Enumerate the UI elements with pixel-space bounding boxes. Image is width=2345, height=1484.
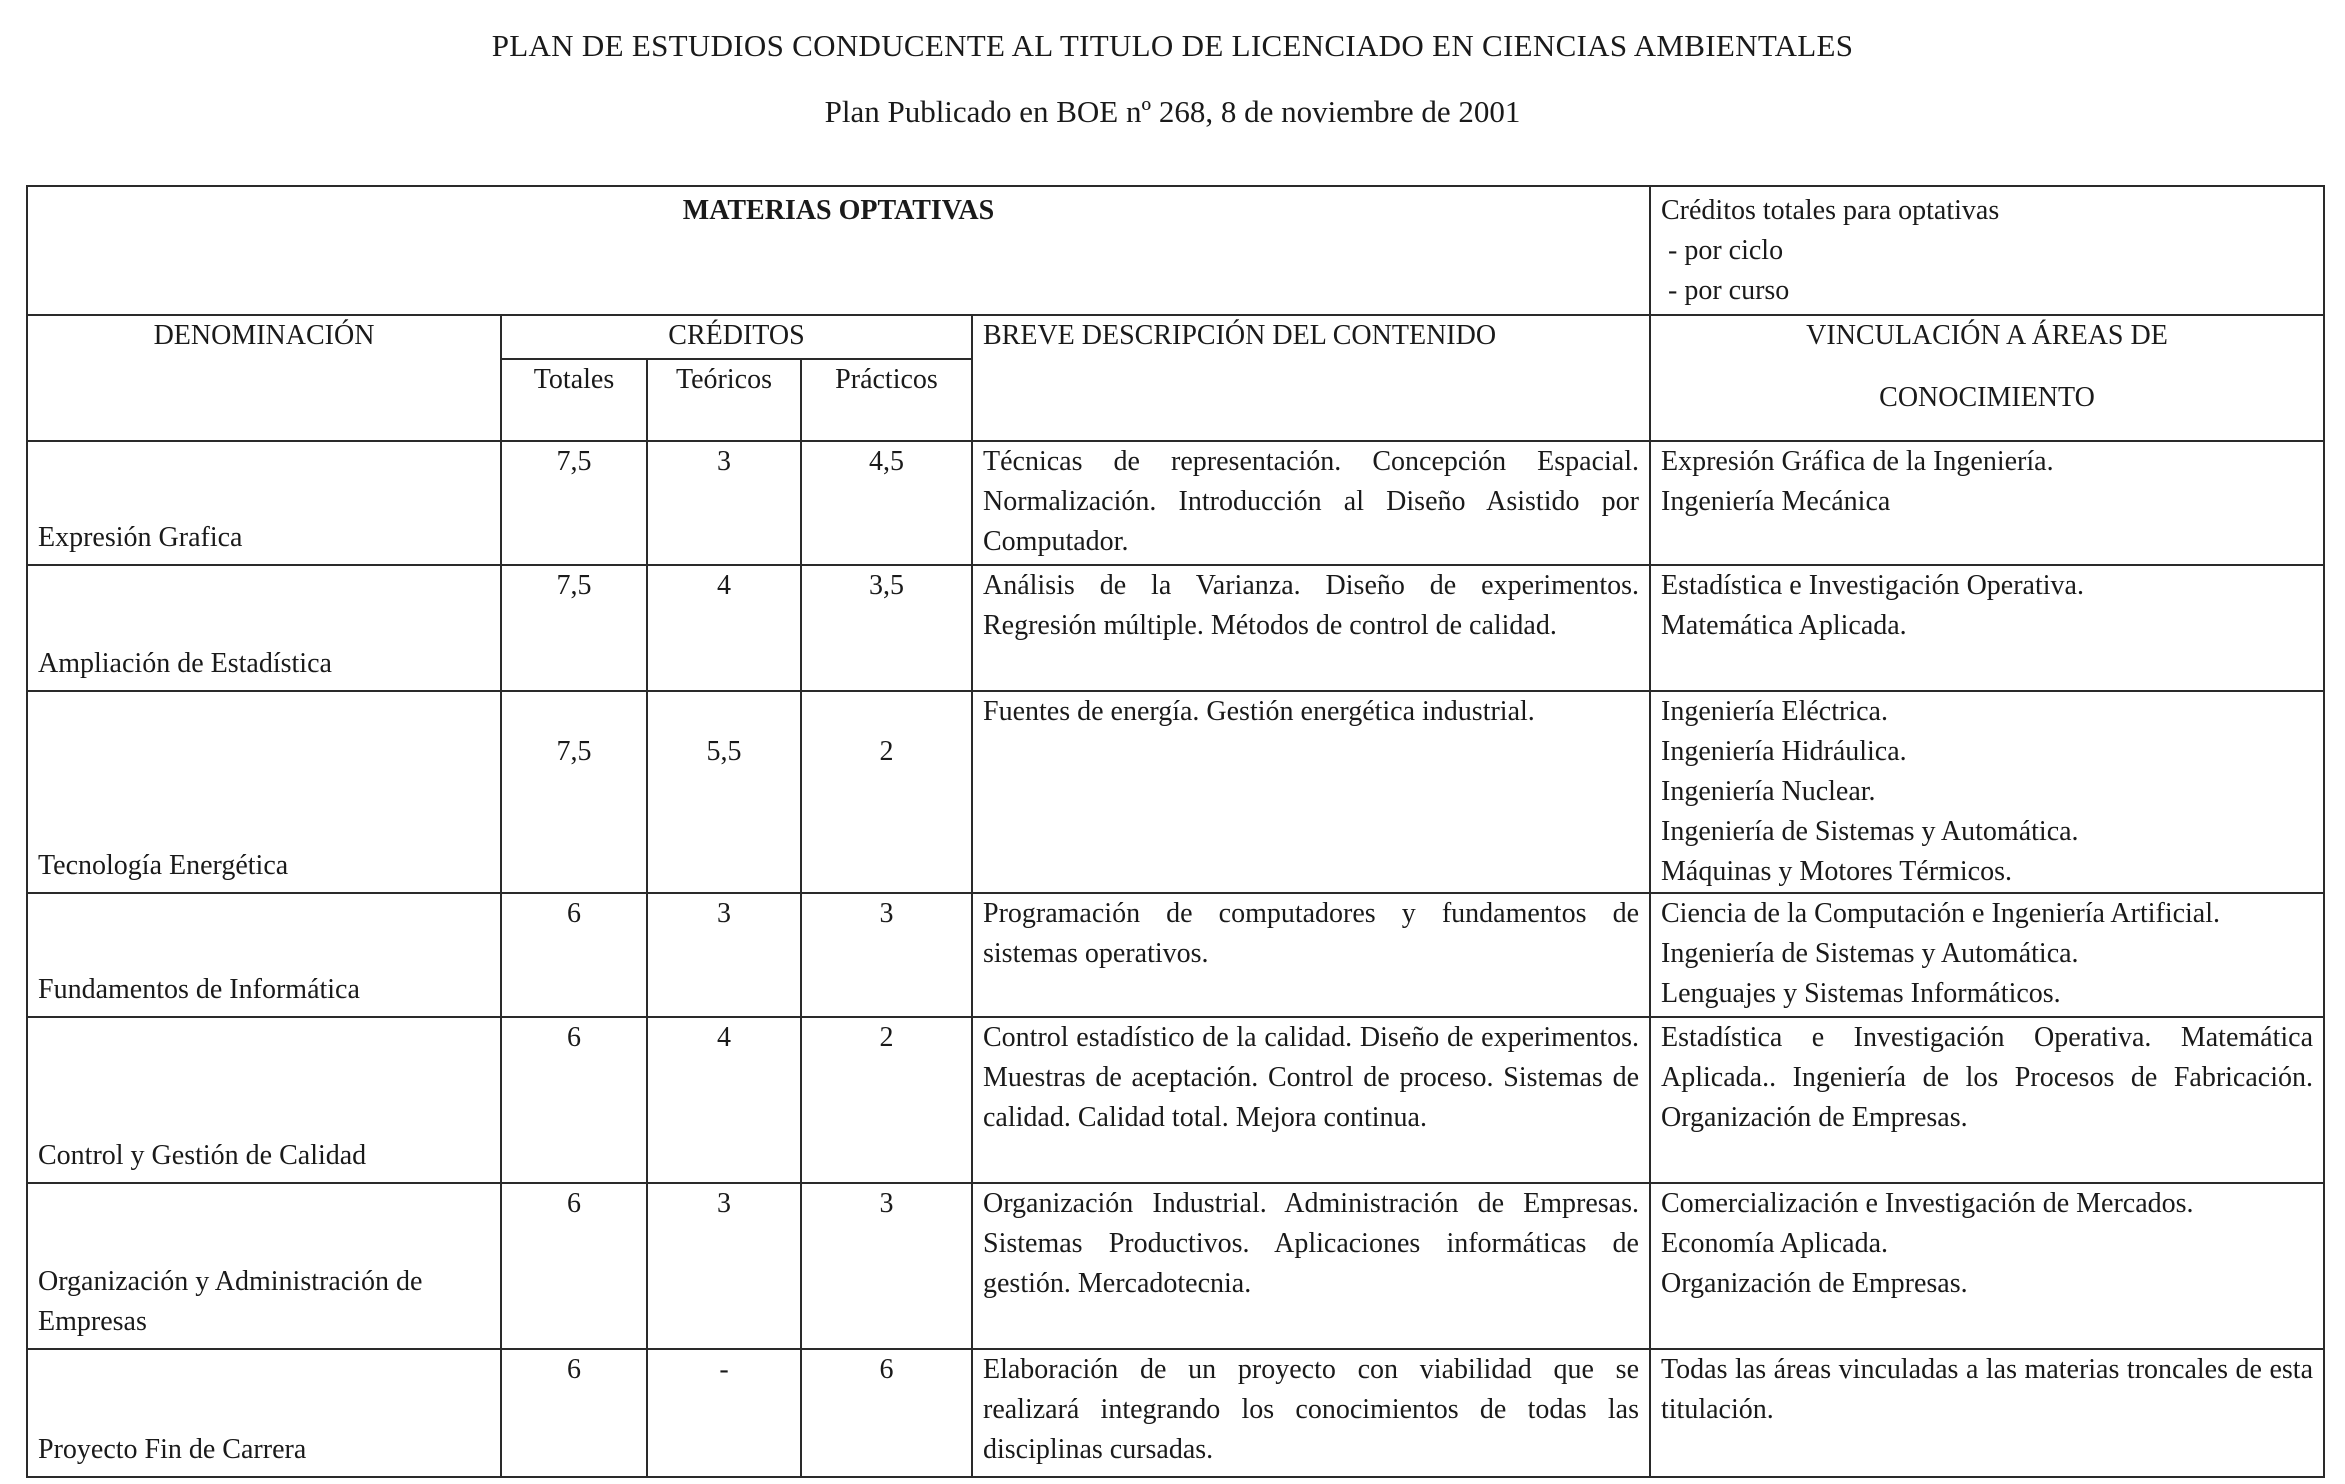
- subject-name: Proyecto Fin de Carrera: [27, 1349, 501, 1477]
- column-header-row: [27, 315, 2324, 359]
- content-description: Organización Industrial. Administración de Empresas. Sistemas Productivos. Aplicaciones informáticas de gestión. Mercadotecnia.: [972, 1183, 1650, 1349]
- knowledge-areas: [1650, 565, 2324, 691]
- knowledge-areas: [1650, 1349, 2324, 1477]
- knowledge-area: Ingeniería de Sistemas y Automática.: [1661, 816, 2079, 847]
- credits-totales: 6: [501, 893, 647, 1017]
- credits-summary-line: Créditos totales para optativas: [1661, 195, 2000, 226]
- table-row: [27, 691, 2324, 893]
- section-header-row: [27, 186, 2324, 315]
- header-vinculacion-line2: CONOCIMIENTO: [1879, 382, 2095, 413]
- credits-practicos: 3: [801, 893, 972, 1017]
- credits-practicos: 2: [801, 1017, 972, 1183]
- credits-teoricos: 4: [647, 1017, 801, 1183]
- header-descripcion: BREVE DESCRIPCIÓN DEL CONTENIDO: [972, 315, 1650, 441]
- knowledge-area: Todas las áreas vinculadas a las materias troncales de esta titulación.: [1661, 1354, 2313, 1425]
- knowledge-area: Ingeniería Nuclear.: [1661, 776, 1876, 807]
- knowledge-areas: [1650, 1017, 2324, 1183]
- knowledge-area: Ingeniería Eléctrica.: [1661, 696, 1888, 727]
- table-row: [27, 1017, 2324, 1183]
- content-description: Técnicas de representación. Concepción Espacial. Normalización. Introducción al Diseño Asistido por Computador.: [972, 441, 1650, 565]
- credits-practicos: 3,5: [801, 565, 972, 691]
- header-denominacion: DENOMINACIÓN: [27, 315, 501, 441]
- table-row: [27, 893, 2324, 1017]
- credits-summary-course: - por curso: [1661, 275, 1790, 306]
- credits-teoricos: 5,5: [647, 691, 801, 893]
- knowledge-area: Estadística e Investigación Operativa.: [1661, 570, 2084, 601]
- knowledge-area: Estadística e Investigación Operativa. Matemática Aplicada.. Ingeniería de los Procesos de Fabricación. Organización de Empresas.: [1661, 1022, 2313, 1133]
- knowledge-areas: [1650, 441, 2324, 565]
- knowledge-areas: [1650, 893, 2324, 1017]
- knowledge-area: Economía Aplicada.: [1661, 1228, 1889, 1259]
- credits-teoricos: 3: [647, 893, 801, 1017]
- knowledge-area: Ingeniería Mecánica: [1661, 486, 1891, 517]
- knowledge-area: Lenguajes y Sistemas Informáticos.: [1661, 978, 2061, 1009]
- credits-totales: 7,5: [501, 565, 647, 691]
- subject-name: Expresión Grafica: [27, 441, 501, 565]
- content-description: Control estadístico de la calidad. Diseño de experimentos. Muestras de aceptación. Control de proceso. Sistemas de calidad. Calidad total. Mejora continua.: [972, 1017, 1650, 1183]
- credits-totales: 7,5: [501, 691, 647, 893]
- knowledge-area: Comercialización e Investigación de Mercados.: [1661, 1188, 2194, 1219]
- credits-practicos: 3: [801, 1183, 972, 1349]
- knowledge-area: Expresión Gráfica de la Ingeniería.: [1661, 446, 2054, 477]
- optional-subjects-table: [26, 185, 2325, 1478]
- credits-summary-cycle: - por ciclo: [1661, 235, 1784, 266]
- content-description: Análisis de la Varianza. Diseño de experimentos. Regresión múltiple. Métodos de control de calidad.: [972, 565, 1650, 691]
- credits-totales: 6: [501, 1017, 647, 1183]
- table-row: [27, 1183, 2324, 1349]
- header-totales: Totales: [501, 359, 647, 441]
- header-vinculacion-line1: VINCULACIÓN A ÁREAS DE: [1806, 320, 2168, 351]
- table-row: [27, 565, 2324, 691]
- credits-teoricos: 3: [647, 441, 801, 565]
- credits-summary-box: [1650, 186, 2324, 315]
- credits-teoricos: 4: [647, 565, 801, 691]
- document-title: PLAN DE ESTUDIOS CONDUCENTE AL TITULO DE LICENCIADO EN CIENCIAS AMBIENTALES: [491, 28, 1854, 63]
- knowledge-areas: [1650, 1183, 2324, 1349]
- knowledge-area: Matemática Aplicada.: [1661, 610, 1907, 641]
- credits-totales: 7,5: [501, 441, 647, 565]
- credits-teoricos: -: [647, 1349, 801, 1477]
- subject-name: Control y Gestión de Calidad: [27, 1017, 501, 1183]
- credits-totales: 6: [501, 1349, 647, 1477]
- credits-practicos: 2: [801, 691, 972, 893]
- subject-name: Tecnología Energética: [27, 691, 501, 893]
- subject-name: Fundamentos de Informática: [27, 893, 501, 1017]
- content-description: Fuentes de energía. Gestión energética industrial.: [972, 691, 1650, 893]
- subject-name: Ampliación de Estadística: [27, 565, 501, 691]
- header-practicos: Prácticos: [801, 359, 972, 441]
- content-description: Elaboración de un proyecto con viabilidad que se realizará integrando los conocimientos de todas las disciplinas cursadas.: [972, 1349, 1650, 1477]
- table-row: [27, 1349, 2324, 1477]
- knowledge-area: Máquinas y Motores Térmicos.: [1661, 856, 2012, 887]
- table-row: [27, 441, 2324, 565]
- header-vinculacion: [1650, 315, 2324, 441]
- credits-practicos: 6: [801, 1349, 972, 1477]
- subject-name: Organización y Administración de Empresas: [27, 1183, 501, 1349]
- knowledge-area: Ciencia de la Computación e Ingeniería Artificial.: [1661, 898, 2221, 929]
- credits-teoricos: 3: [647, 1183, 801, 1349]
- knowledge-area: Organización de Empresas.: [1661, 1268, 1968, 1299]
- credits-practicos: 4,5: [801, 441, 972, 565]
- header-teoricos: Teóricos: [647, 359, 801, 441]
- credits-totales: 6: [501, 1183, 647, 1349]
- knowledge-area: Ingeniería de Sistemas y Automática.: [1661, 938, 2079, 969]
- section-title: MATERIAS OPTATIVAS: [27, 186, 1650, 315]
- content-description: Programación de computadores y fundamentos de sistemas operativos.: [972, 893, 1650, 1017]
- knowledge-area: Ingeniería Hidráulica.: [1661, 736, 1907, 767]
- knowledge-areas: [1650, 691, 2324, 893]
- document-subtitle: Plan Publicado en BOE nº 268, 8 de noviembre de 2001: [824, 94, 1521, 129]
- header-creditos: CRÉDITOS: [501, 315, 972, 359]
